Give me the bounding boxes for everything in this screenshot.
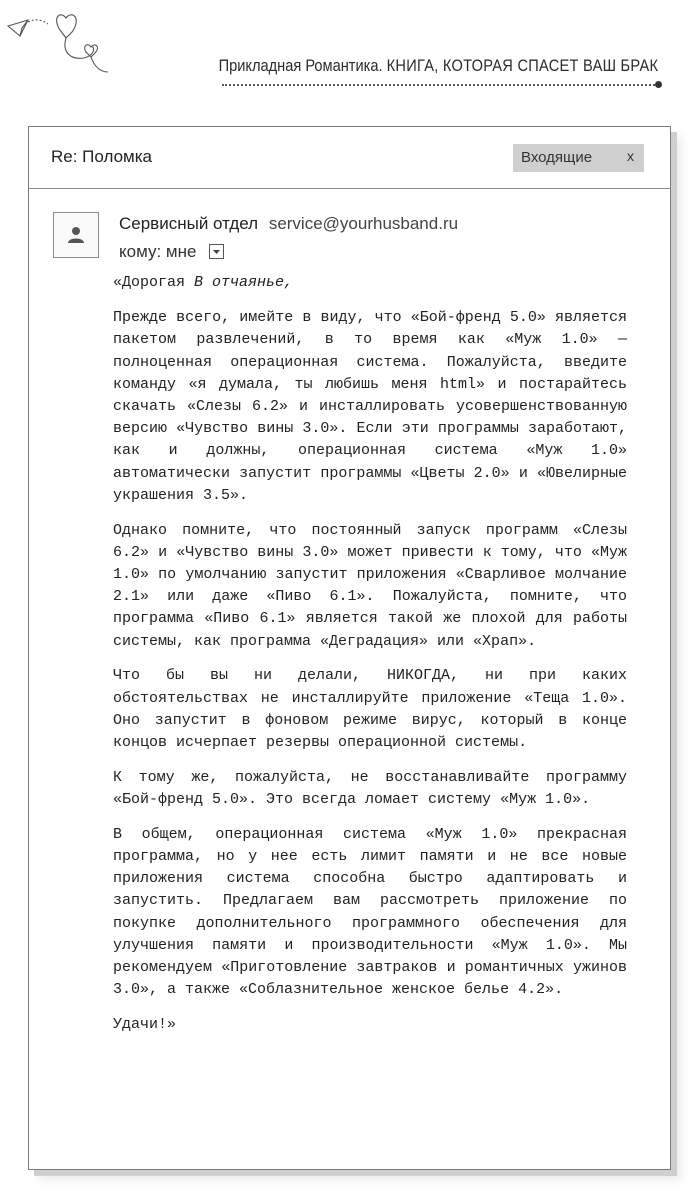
inbox-label-tag[interactable] <box>513 144 644 172</box>
inbox-label: Входящие <box>521 149 593 166</box>
avatar <box>53 212 99 258</box>
header-divider-end <box>655 81 662 88</box>
hearts-paper-plane-icon <box>0 0 140 90</box>
paragraph: Однако помните, что постоянный запуск программ «Слезы 6.2» и «Чувство вины 3.0» может привести к тому, что «Муж 1.0» по умолчанию запустит приложения «Сварливое молчание 2.1» или даже «Пиво 6.1». Пожалуйста, помните, что программа «Пиво 6.1» является такой же плохой для работы системы, как программа «Деградация» или «Храп». <box>113 521 627 650</box>
email-window <box>28 126 671 1170</box>
remove-label-button[interactable]: x <box>627 148 634 164</box>
recipient-label: кому: мне <box>119 242 197 261</box>
user-icon <box>54 213 98 257</box>
paragraph: Что бы вы ни делали, НИКОГДА, ни при каких обстоятельствах не инсталлируйте приложение «Теща 1.0». Оно запустит в фоновом режиме вирус, который в конце концов исчерпает резервы операционной системы. <box>113 667 627 752</box>
recipient-line <box>119 242 224 262</box>
sign-off: Удачи!» <box>113 1016 177 1034</box>
book-subtitle: КНИГА, КОТОРАЯ СПАСЕТ ВАШ БРАК <box>386 56 658 75</box>
sender-name: Сервисный отдел <box>119 214 259 233</box>
paragraph: К тому же, пожалуйста, не восстанавливайте программу «Бой-френд 5.0». Это всегда ломает систему «Муж 1.0». <box>113 768 627 809</box>
chevron-down-icon <box>210 245 223 258</box>
sender-line <box>119 214 458 234</box>
greeting-prefix: «Дорогая <box>113 274 195 291</box>
paragraph: Прежде всего, имейте в виду, что «Бой-френд 5.0» является пакетом развлечений, в то время как «Муж 1.0» — полноценная операционная система. Пожалуйста, введите команду «я думала, ты любишь меня html» и постарайтесь скачать «Слезы 6.2» и инсталлировать усовершенствованную версию «Чувство вины 3.0». Если эти программы заработают, как и должны, операционная система «Муж 1.0» автоматически запустит программы «Цветы 2.0» и «Ювелирные украшения 3.5». <box>113 309 627 504</box>
greeting-name: В отчаянье, <box>194 274 294 291</box>
book-title: Прикладная Романтика. <box>218 56 383 75</box>
header-divider <box>222 84 658 86</box>
greeting <box>113 272 627 294</box>
book-header <box>218 56 658 76</box>
email-subject: Re: Поломка <box>51 147 152 166</box>
email-title-bar <box>29 127 670 189</box>
paragraph: В общем, операционная система «Муж 1.0» прекрасная программа, но у нее есть лимит памяти и не все новые приложения система способна быстро адаптировать и запустить. Предлагаем вам рассмотреть приложение по покупке дополнительного программного обеспечения для улучшения памяти и производительности «Муж 1.0». Мы рекомендуем «Приготовление завтраков и романтичных ужинов 3.0», а также «Соблазнительное женское белье 4.2». <box>113 825 627 999</box>
sender-email[interactable]: service@yourhusband.ru <box>268 214 459 233</box>
recipient-details-toggle[interactable] <box>209 244 224 259</box>
email-body <box>113 272 627 1049</box>
